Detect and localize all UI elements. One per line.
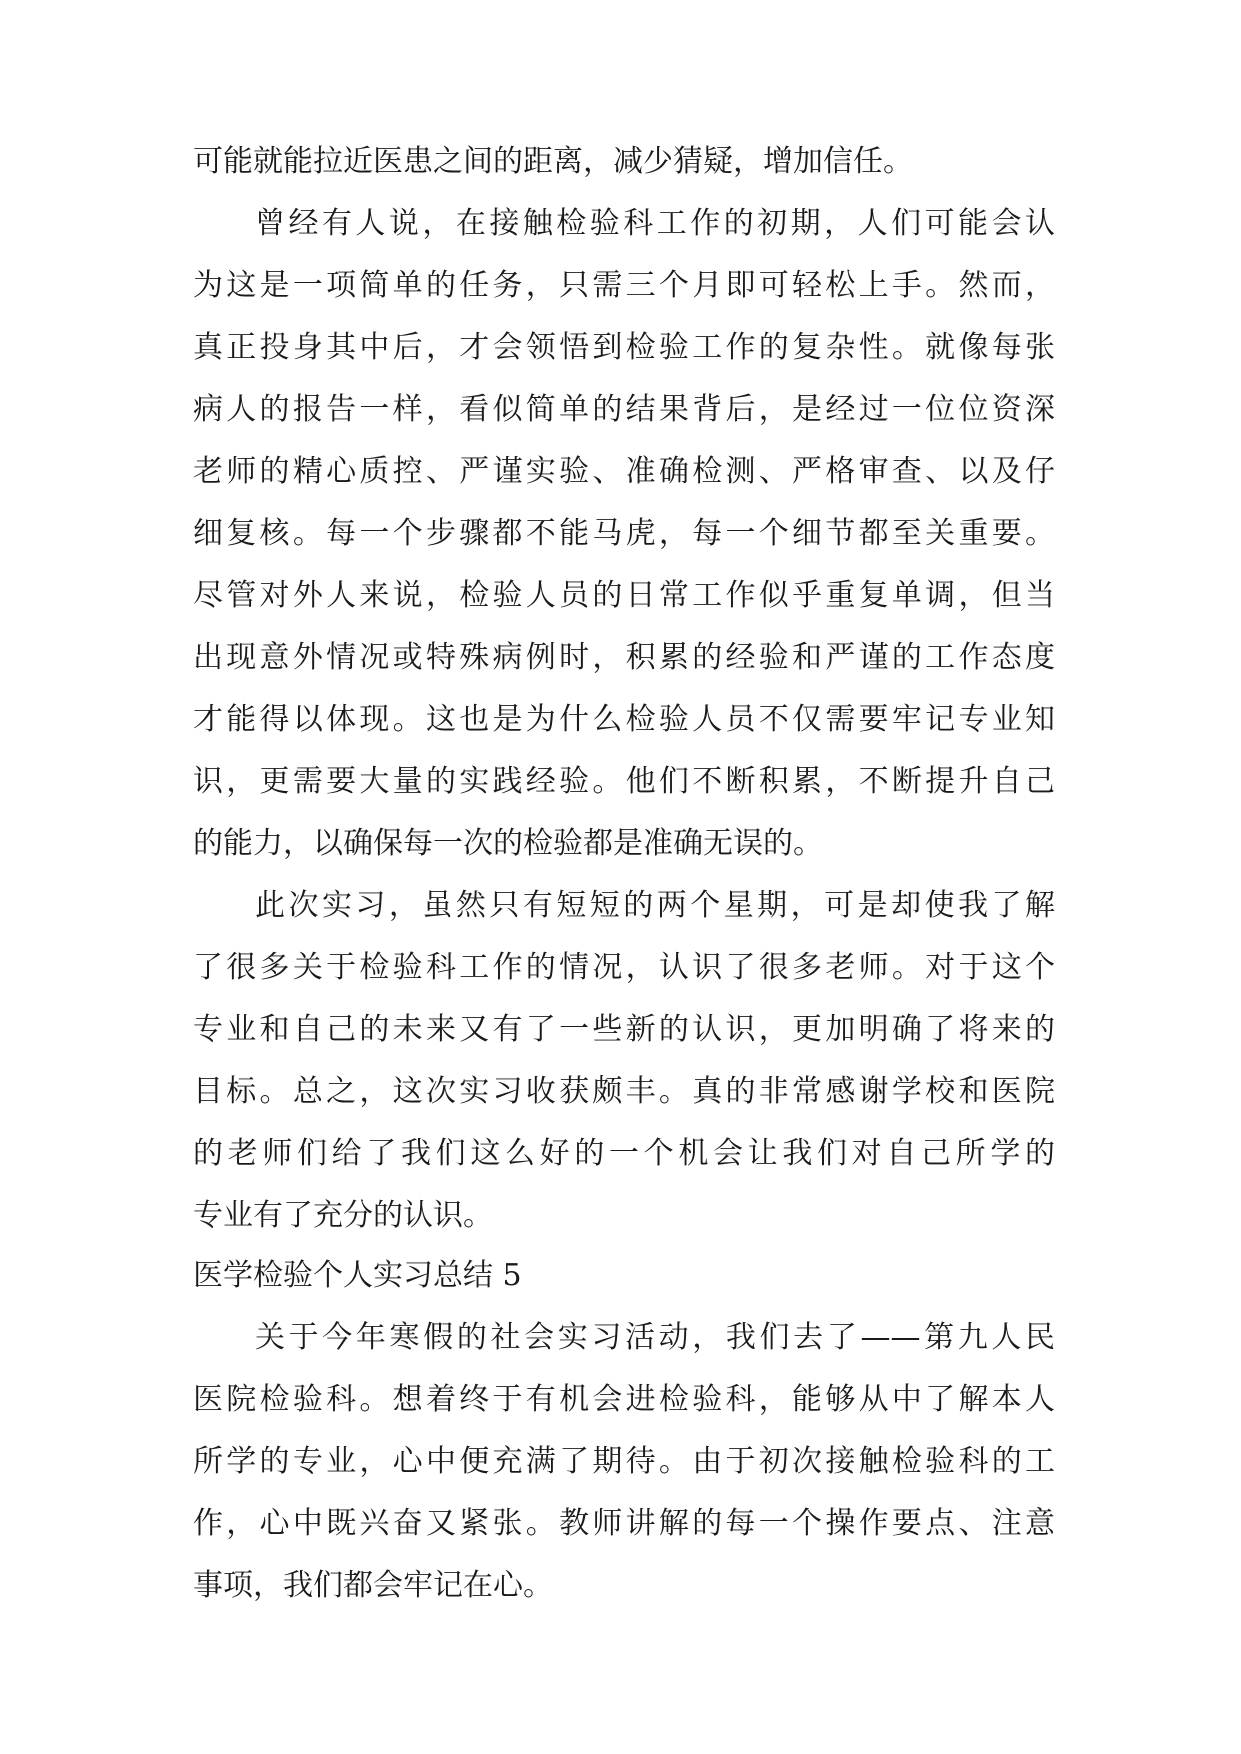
paragraph-line: 才能得以体现。这也是为什么检验人员不仅需要牢记专业知 (193, 702, 1055, 737)
paragraph-line: 尽管对外人来说，检验人员的日常工作似乎重复单调，但当 (193, 578, 1055, 613)
paragraph-line: 老师的精心质控、严谨实验、准确检测、严格审查、以及仔 (193, 454, 1055, 489)
paragraph-line: 识，更需要大量的实践经验。他们不断积累，不断提升自己 (193, 764, 1055, 799)
paragraph-line: 可能就能拉近医患之间的距离，减少猜疑，增加信任。 (193, 144, 913, 179)
paragraph-line: 专业有了充分的认识。 (193, 1198, 493, 1233)
section-heading: 医学检验个人实习总结 5 (193, 1258, 522, 1293)
paragraph-line: 的能力，以确保每一次的检验都是准确无误的。 (193, 826, 823, 861)
paragraph-line: 作，心中既兴奋又紧张。教师讲解的每一个操作要点、注意 (193, 1506, 1055, 1541)
paragraph-line: 所学的专业，心中便充满了期待。由于初次接触检验科的工 (193, 1444, 1055, 1479)
paragraph-line: 出现意外情况或特殊病例时，积累的经验和严谨的工作态度 (193, 640, 1055, 675)
paragraph-line: 为这是一项简单的任务，只需三个月即可轻松上手。然而， (193, 268, 1055, 303)
paragraph-line: 目标。总之，这次实习收获颇丰。真的非常感谢学校和医院 (193, 1074, 1055, 1109)
paragraph-line: 关于今年寒假的社会实习活动，我们去了——第九人民 (255, 1320, 1055, 1355)
paragraph-line: 此次实习，虽然只有短短的两个星期，可是却使我了解 (255, 888, 1055, 923)
paragraph-line: 事项，我们都会牢记在心。 (193, 1568, 553, 1603)
paragraph-line: 医院检验科。想着终于有机会进检验科，能够从中了解本人 (193, 1382, 1055, 1417)
paragraph-line: 病人的报告一样，看似简单的结果背后，是经过一位位资深 (193, 392, 1055, 427)
paragraph-line: 真正投身其中后，才会领悟到检验工作的复杂性。就像每张 (193, 330, 1055, 365)
paragraph-line: 专业和自己的未来又有了一些新的认识，更加明确了将来的 (193, 1012, 1055, 1047)
paragraph-line: 的老师们给了我们这么好的一个机会让我们对自己所学的 (193, 1136, 1055, 1171)
paragraph-line: 了很多关于检验科工作的情况，认识了很多老师。对于这个 (193, 950, 1055, 985)
paragraph-line: 曾经有人说，在接触检验科工作的初期，人们可能会认 (255, 206, 1055, 241)
paragraph-line: 细复核。每一个步骤都不能马虎，每一个细节都至关重要。 (193, 516, 1055, 551)
